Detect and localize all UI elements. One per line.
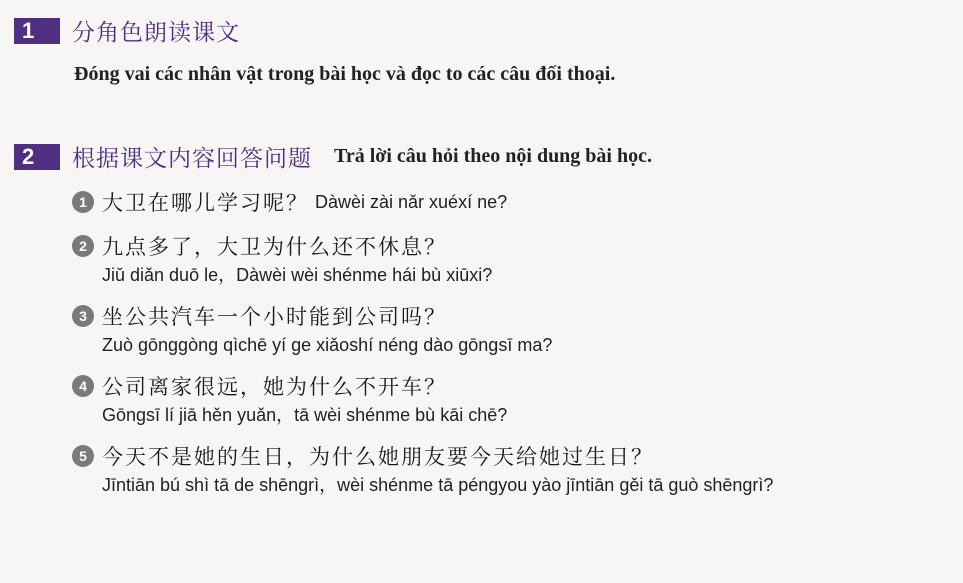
question-pinyin: Jiǔ diǎn duō le，Dàwèi wèi shénme hái bù xiūxi? [102, 265, 493, 285]
question-pinyin: Zuò gōnggòng qìchē yí ge xiǎoshí néng dào gōngsī ma? [102, 335, 553, 355]
exercise-number-badge: 2 [14, 144, 60, 170]
exercise-title: 分角色朗读课文 [72, 20, 240, 46]
exercise-2 [0, 140, 963, 495]
question-item [72, 186, 773, 218]
question-pinyin: Dàwèi zài nǎr xuéxí ne? [315, 191, 508, 212]
question-item [72, 370, 773, 428]
question-chinese: 大卫在哪儿学习呢？ [102, 191, 309, 215]
exercise-1 [0, 14, 963, 85]
question-chinese: 今天不是她的生日，为什么她朋友要今天给她过生日？ [102, 445, 654, 469]
question-item [72, 300, 773, 358]
question-chinese: 公司离家很远，她为什么不开车？ [102, 375, 447, 399]
question-item [72, 230, 773, 288]
question-number: 4 [72, 375, 94, 397]
exercise-1-header [0, 14, 963, 47]
exercise-number-badge: 1 [14, 18, 60, 44]
question-number: 5 [72, 445, 94, 467]
question-chinese: 坐公共汽车一个小时能到公司吗？ [102, 305, 447, 329]
question-pinyin: Gōngsī lí jiā hěn yuǎn，tā wèi shénme bù kāi chē? [102, 405, 508, 425]
question-chinese: 九点多了，大卫为什么还不休息？ [102, 235, 447, 259]
exercise-instruction: Đóng vai các nhân vật trong bài học và đọc to các câu đối thoại. [74, 63, 616, 85]
exercise-2-header [0, 140, 963, 173]
question-pinyin: Jīntiān bú shì tā de shēngrì，wèi shénme tā péngyou yào jīntiān gěi tā guò shēngrì? [102, 475, 774, 495]
question-number: 2 [72, 235, 94, 257]
question-number: 1 [72, 191, 94, 213]
exercise-instruction: Trả lời câu hỏi theo nội dung bài học. [334, 145, 652, 167]
exercise-title: 根据课文内容回答问题 [72, 146, 312, 172]
question-number: 3 [72, 305, 94, 327]
question-item [72, 440, 773, 498]
question-list [72, 186, 773, 510]
